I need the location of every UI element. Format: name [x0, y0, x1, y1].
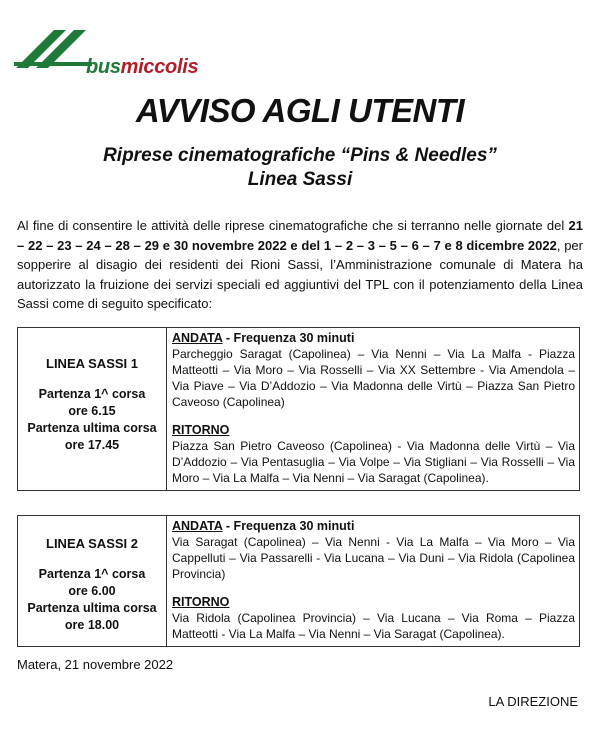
- last-departure-label: Partenza ultima corsa: [27, 601, 157, 615]
- first-departure-time: ore 6.15: [68, 404, 116, 418]
- last-departure-time: ore 18.00: [64, 618, 120, 632]
- andata-frequency: - Frequenza 30 minuti: [222, 331, 355, 345]
- andata-stops: Via Saragat (Capolinea) – Via Nenni - Via La Malfa – Via Moro – Via Cappelluti – Via Passarelli - Via Lucana – Via Duni – Via Ridola (Capolinea Provincia): [172, 535, 575, 581]
- ritorno-label: RITORNO: [172, 423, 230, 437]
- ritorno-header: [172, 594, 575, 610]
- place-and-date: Matera, 21 novembre 2022: [17, 657, 174, 672]
- first-departure-time: ore 6.00: [68, 584, 116, 598]
- notice-title: AVVISO AGLI UTENTI: [135, 92, 465, 129]
- last-departure-time: ore 17.45: [64, 438, 120, 452]
- last-departure-label: Partenza ultima corsa: [27, 421, 157, 435]
- signature: LA DIREZIONE: [488, 694, 578, 709]
- andata-label: ANDATA: [172, 331, 223, 345]
- intro-text-end: , per sopperire al disagio dei residenti dei Rioni Sassi, l’Amministrazione comunale di Matera ha autorizzato la fruizione dei servizi speciali ed aggiuntivi del TPL con il potenziamento della Linea Sassi come di seguito specificato:: [17, 237, 583, 311]
- subtitle-line-2: Linea Sassi: [247, 169, 353, 190]
- notice-subtitle: [0, 144, 600, 192]
- intro-dates: 21 – 22 – 23 – 24 – 28 – 29 e 30 novembre 2022 e del 1 – 2 – 3 – 5 – 6 – 7 e 8 dicembre 2022: [17, 218, 583, 253]
- subtitle-line-1: Riprese cinematografiche “Pins & Needles”: [103, 145, 497, 166]
- route-name: LINEA SASSI 1: [46, 356, 138, 371]
- andata-header: [172, 518, 575, 534]
- busmiccolis-logo: [14, 22, 244, 82]
- logo-stripes-icon: [14, 22, 94, 72]
- intro-text-start: Al fine di consentire le attività delle riprese cinematografiche che si terranno nelle giornate del: [17, 218, 569, 233]
- ritorno-stops: Piazza San Pietro Caveoso (Capolinea) - Via Madonna delle Virtù – Via D’Addozio – Via Pentasuglia – Via Volpe – Via Stigliani – Via Rosselli – Via Moro – Via La Malfa – Via Nenni – Via Saragat (Capolinea).: [172, 439, 575, 485]
- route-detail-cell: [167, 328, 580, 491]
- andata-frequency: - Frequenza 30 minuti: [222, 519, 355, 533]
- logo-miccolis-text: miccolis: [120, 56, 199, 78]
- logo-bus-text: bus: [86, 56, 121, 78]
- andata-label: ANDATA: [172, 519, 223, 533]
- andata-header: [172, 330, 575, 346]
- route-summary-cell: [18, 328, 167, 491]
- logo-wordmark: [86, 56, 198, 79]
- ritorno-label: RITORNO: [172, 595, 230, 609]
- andata-stops: Parcheggio Saragat (Capolinea) – Via Nenni – Via La Malfa - Piazza Matteotti – Via Moro – Via Rosselli – Via XX Settembre - Via Amendola – Via Piave – Via D’Addozio – Via Madonna delle Virtù – Piazza San Pietro Caveoso (Capolinea): [172, 347, 575, 409]
- route-detail-cell: [167, 516, 580, 647]
- route-summary-cell: [18, 516, 167, 647]
- first-departure-label: Partenza 1^ corsa: [38, 387, 146, 401]
- route-table-sassi-2: [17, 515, 580, 647]
- ritorno-header: [172, 422, 575, 438]
- route-name: LINEA SASSI 2: [46, 536, 138, 551]
- intro-paragraph: [17, 216, 583, 314]
- route-table-sassi-1: [17, 327, 580, 491]
- ritorno-stops: Via Ridola (Capolinea Provincia) – Via Lucana – Via Roma – Piazza Matteotti - Via La Malfa – Via Nenni – Via Saragat (Capolinea).: [172, 611, 575, 641]
- first-departure-label: Partenza 1^ corsa: [38, 567, 146, 581]
